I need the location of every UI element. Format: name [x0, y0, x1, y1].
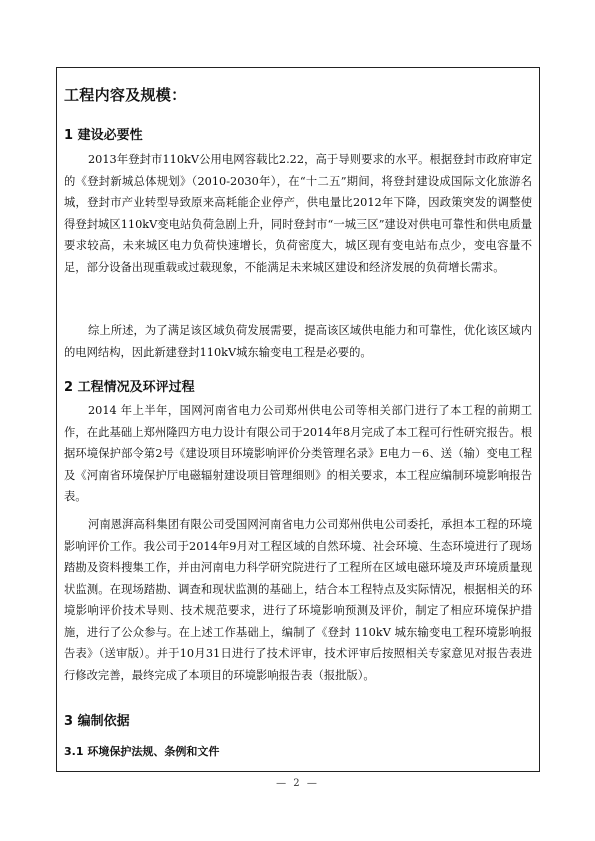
paragraph-necessity-1: 2013年登封市110kV公用电网容载比2.22，高于导则要求的水平。根据登封市政府审定的《登封新城总体规划》（2010-2030年），在“十二五”期间，将登封建设成国际文化旅游名城，登封市产业转型导致原来高耗能企业停产，供电量比2012年下降，因政策突发的调整使得登封城区110kV变电站负荷急剧上升，同时登封市“一城三区”建设对供电可靠性和供电质量要求较高，未来城区电力负荷快速增长，负荷密度大，城区现有变电站布点少，变电容量不足，部分设备出现重载或过载现象，不能满足未来城区建设和经济发展的负荷增长需求。 [64, 153, 532, 274]
paragraph-process-2: 河南恩湃高科集团有限公司受国网河南省电力公司郑州供电公司委托，承担本工程的环境影响评价工作。我公司于2014年9月对工程区域的自然环境、社会环境、生态环境进行了现场踏勘及资料搜集工作，并由河南电力科学研究院进行了工程所在区域电磁环境及声环境质量现状监测。在现场踏勘、调查和现状监测的基础上，结合本工程特点及实际情况，根据相关的环境影响评价技术导则、技术规范要求，进行了环境影响预测及评价，制定了相应环境保护措施，进行了公众参与。在上述工作基础上，编制了《登封 110kV 城东输变电工程环境影响报告表》（送审版）。并于10月31日进行了技术评审，技术评审后按照相关专家意见对报告表进行修改完善，最终完成了本项目的环境影响报告表（报批版）。 [64, 518, 532, 682]
section-heading-process: 2 工程情况及环评过程 [64, 380, 195, 395]
section-heading-basis: 3 编制依据 [64, 714, 130, 729]
page-number: — 2 — [276, 778, 319, 789]
paragraph-necessity-2: 综上所述，为了满足该区域负荷发展需要，提高该区域供电能力和可靠性，优化该区域内的电网结构，因此新建登封110kV城东输变电工程是必要的。 [64, 324, 532, 359]
section-heading-necessity: 1 建设必要性 [64, 128, 143, 143]
paragraph-process-1: 2014 年上半年，国网河南省电力公司郑州供电公司等相关部门进行了本工程的前期工作，在此基础上郑州隆四方电力设计有限公司于2014年8月完成了本工程可行性研究报告。根据环境保护部令第2号《建设项目环境影响评价分类管理名录》E电力－6、送（输）变电工程及《河南省环境保护厅电磁辐射建设项目管理细则》的相关要求，本工程应编制环境影响报告表。 [64, 404, 532, 503]
page-title: 工程内容及规模： [64, 86, 187, 104]
subheading-regulations: 3.1 环境保护法规、条例和文件 [64, 745, 220, 758]
